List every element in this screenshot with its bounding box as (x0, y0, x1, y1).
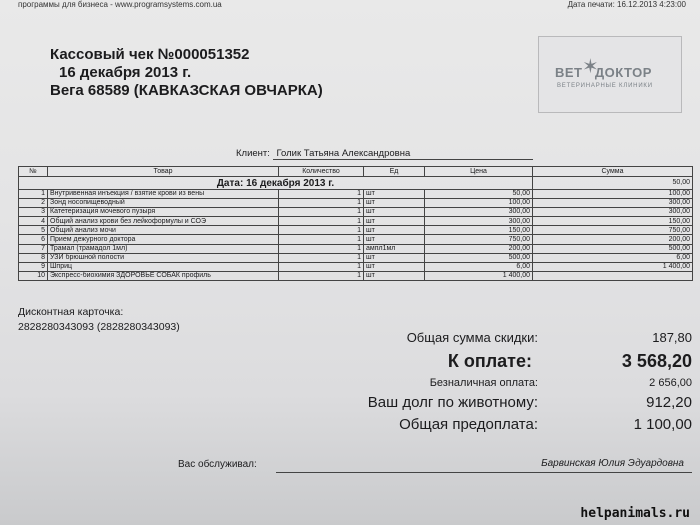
discount-total-row (0, 330, 700, 348)
row-price: 50,00 (425, 190, 533, 199)
clinic-logo (538, 36, 682, 113)
amount-due-value: 3 568,20 (621, 351, 692, 371)
row-item: Общий анализ мочи (48, 226, 279, 235)
debt-row (0, 394, 700, 414)
prepayment-row (0, 416, 700, 436)
row-quantity: 1 (279, 244, 364, 253)
row-number: 9 (19, 262, 48, 271)
patient-name: Вега 68589 (КАВКАЗСКАЯ ОВЧАРКА) (50, 82, 323, 99)
row-unit: шт (364, 190, 425, 199)
row-number: 7 (19, 244, 48, 253)
row-item: Общий анализ крови без лейкоформулы и СОЭ (48, 217, 279, 226)
row-quantity: 1 (279, 271, 364, 280)
row-quantity: 1 (279, 217, 364, 226)
row-sum: 150,00 (533, 217, 693, 226)
row-unit: шт (364, 226, 425, 235)
amount-due-row (0, 351, 700, 375)
date-row-label: Дата: 16 декабря 2013 г. (19, 177, 533, 190)
row-sum: 500,00 (533, 244, 693, 253)
logo-brand: ВЕТ ДОКТОР (555, 65, 652, 80)
row-number: 1 (19, 190, 48, 199)
client-label: Клиент: (236, 148, 270, 159)
discount-card-label: Дисконтная карточка: (18, 306, 124, 318)
row-quantity: 1 (279, 262, 364, 271)
table-row (19, 190, 693, 199)
logo-tagline: ВЕТЕРИНАРНЫЕ КЛИНИКИ (557, 83, 653, 89)
row-number: 6 (19, 235, 48, 244)
row-unit: шт (364, 271, 425, 280)
cashless-value: 2 656,00 (649, 377, 692, 389)
row-price: 150,00 (425, 226, 533, 235)
row-sum: 6,00 (533, 253, 693, 262)
row-item: Прием дежурного доктора (48, 235, 279, 244)
client-line (236, 148, 533, 160)
table-row (19, 208, 693, 217)
row-price: 750,00 (425, 235, 533, 244)
table-row (19, 235, 693, 244)
row-item: Экспресс-биохимия ЗДОРОВЬЕ СОБАК профиль (48, 271, 279, 280)
row-price: 100,00 (425, 199, 533, 208)
receipt-number: Кассовый чек №000051352 (50, 46, 250, 63)
print-date: Дата печати: 16.12.2013 4:23:00 (567, 0, 686, 9)
row-sum: 200,00 (533, 235, 693, 244)
logo-star-icon: ✶ (582, 56, 599, 78)
row-number: 3 (19, 208, 48, 217)
row-number: 4 (19, 217, 48, 226)
row-sum: 300,00 (533, 208, 693, 217)
table-row (19, 217, 693, 226)
prepayment-value: 1 100,00 (633, 416, 692, 433)
row-item: Трамал (трамадол 1мл) (48, 244, 279, 253)
row-sum: 1 400,00 (533, 262, 693, 271)
row-number: 5 (19, 226, 48, 235)
table-row (19, 199, 693, 208)
row-price: 1 400,00 (425, 271, 533, 280)
table-header-row (19, 167, 693, 177)
date-row (19, 177, 693, 190)
items-table (18, 166, 693, 281)
row-unit: шт (364, 217, 425, 226)
row-quantity: 1 (279, 190, 364, 199)
row-item: Зонд носопищеводный (48, 199, 279, 208)
col-number: № (19, 167, 48, 177)
col-quantity: Количество (279, 167, 364, 177)
row-number: 8 (19, 253, 48, 262)
site-watermark: helpanimals.ru (580, 506, 690, 521)
row-number: 10 (19, 271, 48, 280)
col-unit: Ед (364, 167, 425, 177)
row-unit: ампл1мл (364, 244, 425, 253)
table-row (19, 253, 693, 262)
row-quantity: 1 (279, 253, 364, 262)
discount-total-label: Общая сумма скидки: (406, 330, 538, 345)
col-item: Товар (48, 167, 279, 177)
discount-total-value: 187,80 (652, 330, 692, 345)
served-by-name: Барвинская Юлия Эдуардовна (541, 458, 684, 469)
row-sum: 300,00 (533, 199, 693, 208)
print-software-line: программы для бизнеса - www.programsystems.com.ua (18, 0, 222, 9)
debt-label: Ваш долг по животному: (367, 394, 538, 411)
row-price: 300,00 (425, 208, 533, 217)
served-by-label: Вас обслуживал: (178, 459, 257, 470)
table-row (19, 244, 693, 253)
col-sum: Сумма (533, 167, 693, 177)
receipt-title-block (50, 46, 323, 100)
row-item: УЗИ брюшной полости (48, 253, 279, 262)
row-price: 300,00 (425, 217, 533, 226)
debt-value: 912,20 (646, 394, 692, 411)
row-sum (533, 271, 693, 280)
row-quantity: 1 (279, 199, 364, 208)
cashless-label: Безналичная оплата: (429, 377, 538, 389)
row-sum: 750,00 (533, 226, 693, 235)
row-unit: шт (364, 262, 425, 271)
receipt-date: 16 декабря 2013 г. (59, 64, 192, 81)
discount-card-number: 2828280343093 (2828280343093) (18, 321, 180, 333)
row-unit: шт (364, 253, 425, 262)
amount-due-label: К оплате: (447, 351, 532, 371)
row-quantity: 1 (279, 208, 364, 217)
client-name: Голик Татьяна Александровна (273, 148, 533, 160)
cashless-row (0, 377, 700, 392)
table-row (19, 271, 693, 280)
row-price: 6,00 (425, 262, 533, 271)
row-sum: 100,00 (533, 190, 693, 199)
served-by-line (276, 458, 692, 473)
row-price: 200,00 (425, 244, 533, 253)
row-quantity: 1 (279, 235, 364, 244)
table-row (19, 226, 693, 235)
row-unit: шт (364, 235, 425, 244)
row-unit: шт (364, 208, 425, 217)
row-price: 500,00 (425, 253, 533, 262)
table-row (19, 262, 693, 271)
prepayment-label: Общая предоплата: (399, 416, 538, 433)
row-number: 2 (19, 199, 48, 208)
row-unit: шт (364, 199, 425, 208)
row-item: Шприц (48, 262, 279, 271)
row-item: Катетеризация мочевого пузыря (48, 208, 279, 217)
row-item: Внутривенная инъекция / взятие крови из вены (48, 190, 279, 199)
row-quantity: 1 (279, 226, 364, 235)
date-row-total: 50,00 (533, 177, 693, 190)
col-price: Цена (425, 167, 533, 177)
